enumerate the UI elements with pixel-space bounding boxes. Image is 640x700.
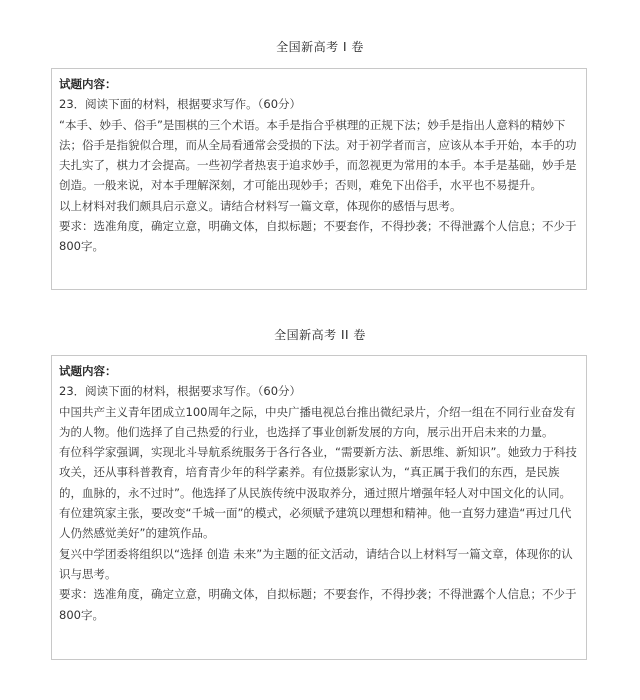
material-paragraph: 中国共产主义青年团成立100周年之际，中央广播电视总台推出微纪录片，介绍一组在不同行业奋发有为的人物。他们选择了自己热爱的行业，也选择了事业创新发展的方向，展示出开启未来的力量。	[59, 404, 576, 439]
question-number-line: 23．阅读下面的材料，根据要求写作。（60分）	[59, 384, 302, 399]
material-paragraph: “本手、妙手、俗手”是围棋的三个术语。本手是指合乎棋理的正规下法；妙手是指出人意料的精妙下法；俗手是指貌似合理，而从全局看通常会受损的下法。对于初学者而言，应该从本手开始，本手的功夫扎实了，棋力才会提高。一些初学者热衷于追求妙手，而忽视更为常用的本手。本手是基础，妙手是创造。一般来说，对本手理解深刻，才可能出现妙手；否则，难免下出俗手，水平也不易提升。	[59, 117, 577, 193]
content-label: 试题内容：	[59, 364, 117, 378]
requirements-paragraph: 要求：选准角度，确定立意，明确文体，自拟标题；不要套作，不得抄袭；不得泄露个人信息；不少于800字。	[59, 219, 577, 254]
instruction-paragraph: 以上材料对我们颇具启示意义。请结合材料写一篇文章，体现你的感悟与思考。	[59, 198, 462, 213]
question-card-exam-1	[51, 68, 587, 290]
question-card-exam-2	[51, 355, 587, 660]
section-title-exam-2: 全国新高考 II 卷	[274, 328, 366, 342]
section-title-exam-1: 全国新高考 I 卷	[276, 40, 364, 54]
instruction-paragraph: 复兴中学团委将组织以“选择 创造 未来”为主题的征文活动，请结合以上材料写一篇文章，体现你的认识与思考。	[59, 546, 573, 581]
content-label: 试题内容：	[59, 77, 117, 91]
material-paragraph: 有位科学家强调，实现北斗导航系统服务于各行各业，“需要新方法、新思维、新知识”。她致力于科技攻关，还从事科普教育，培育青少年的科学素养。有位摄影家认为，“真正属于我们的东西，是民族的，血脉的，永不过时”。他选择了从民族传统中汲取养分，通过照片增强年轻人对中国文化的认同。有位建筑家主张，要改变“千城一面”的模式，必须赋予建筑以理想和精神。他一直努力建造“再过几代人仍然感觉美好”的建筑作品。	[59, 445, 577, 541]
requirements-paragraph: 要求：选准角度，确定立意，明确文体，自拟标题；不要套作，不得抄袭；不得泄露个人信息；不少于800字。	[59, 587, 577, 622]
question-number-line: 23．阅读下面的材料，根据要求写作。（60分）	[59, 97, 302, 112]
